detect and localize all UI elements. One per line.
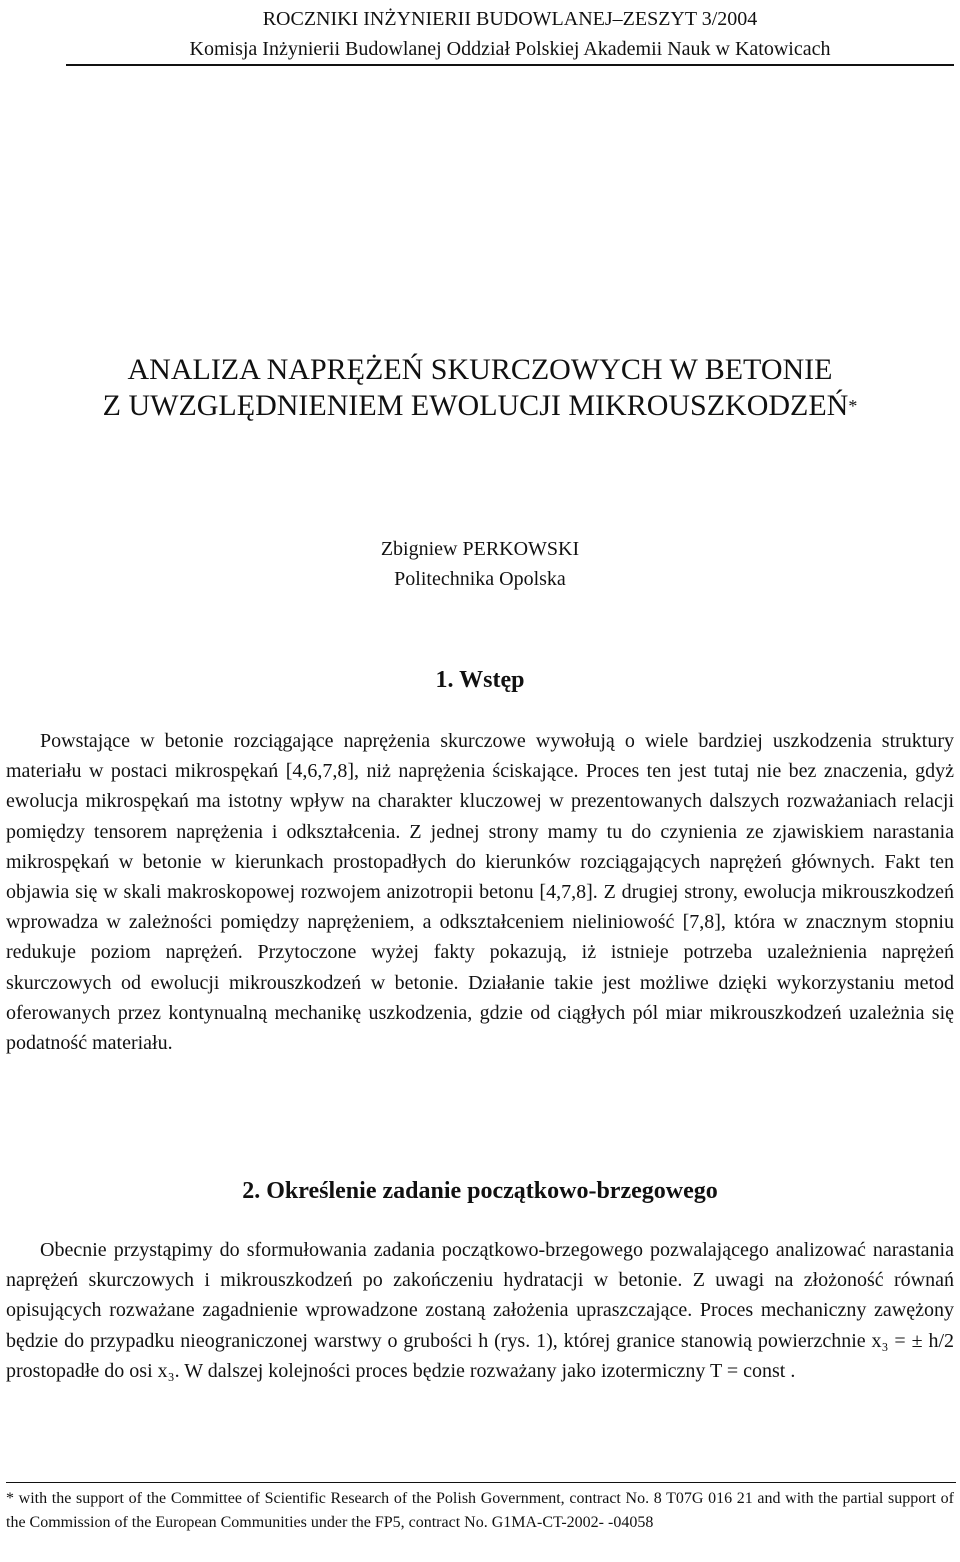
commission-name: Komisja Inżynierii Budowlanej Oddział Polskiej Akademii Nauk w Katowicach bbox=[189, 38, 831, 60]
journal-header bbox=[66, 4, 954, 66]
title-line-2 bbox=[0, 388, 960, 424]
section-heading-2: 2. Określenie zadanie początkowo-brzegowego bbox=[242, 1178, 718, 1204]
section-2-paragraph: Obecnie przystąpimy do sformułowania zadania początkowo-brzegowego pozwalającego analizować narastania naprężeń skurczowych i mikrouszkodzeń po zakończeniu hydratacji w betonie. Z uwagi na złożoność równań opisujących rozważane zagadnienie wprowadzone zostaną założenia upraszczające. Proces mechaniczny zawężony będzie do przypadku nieograniczonej warstwy o grubości h (rys. 1), której granice stanowią powierzchnie x₃ = ± h/2 prostopadłe do osi x₃. W dalszej kolejności proces będzie rozważany jako izotermiczny T = const . bbox=[6, 1239, 954, 1382]
paper-title bbox=[0, 352, 960, 424]
title-line-1: ANALIZA NAPRĘŻEŃ SKURCZOWYCH W BETONIE bbox=[127, 353, 833, 386]
section-1-paragraph: Powstające w betonie rozciągające naprężenia skurczowe wywołują o wiele bardziej uszkodzenia struktury materiału w postaci mikrospękań [4,6,7,8], niż naprężenia ściskające. Proces ten jest tutaj nie bez znaczenia, gdyż ewolucja mikrospękań ma istotny wpływ na charakter kluczowej w prezentowanych dalszych rozważaniach relacji pomiędzy tensorem naprężenia i odkształcenia. Z jednej strony mamy tu do czynienia ze zjawiskiem narastania mikrospękań w betonie w kierunkach prostopadłych do kierunków rozciągających naprężeń głównych. Fakt ten objawia się w skali makroskopowej rozwojem anizotropii betonu [4,7,8]. Z drugiej strony, ewolucja mikrouszkodzeń wprowadza w zależności pomiędzy naprężeniem, a odkształceniem nieliniowość [7,8], która w znacznym stopniu redukuje poziom naprężeń. Przytoczone wyżej fakty pokazują, iż istnieje potrzeba uzależnienia naprężeń skurczowych od ewolucji mikrouszkodzeń w betonie. Działanie takie jest możliwe dzięki wykorzystaniu metod oferowanych przez kontynualną mechanikę uszkodzenia, gdzie od ciągłych pól miar mikrouszkodzeń uzależnia się podatność materiału. bbox=[6, 730, 954, 1055]
section-heading-1: 1. Wstęp bbox=[435, 667, 525, 693]
title-line-2-text: Z UWZGLĘDNIENIEM EWOLUCJI MIKROUSZKODZEŃ bbox=[102, 389, 849, 422]
journal-title: ROCZNIKI INŻYNIERII BUDOWLANEJ–ZESZYT 3/2004 bbox=[262, 8, 758, 30]
header-rule bbox=[66, 64, 954, 66]
footnote-rule bbox=[6, 1482, 956, 1483]
author-block bbox=[0, 534, 960, 594]
author-name: Zbigniew PERKOWSKI bbox=[380, 538, 580, 560]
footnote: * with the support of the Committee of Scientific Research of the Polish Government, contract No. 8 T07G 016 21 and with the partial support of the Commission of the European Communities under the FP5, contract No. G1MA-CT-2002- -04058 bbox=[6, 1490, 954, 1531]
title-footnote-mark: * bbox=[848, 396, 858, 416]
author-affiliation: Politechnika Opolska bbox=[394, 568, 566, 590]
